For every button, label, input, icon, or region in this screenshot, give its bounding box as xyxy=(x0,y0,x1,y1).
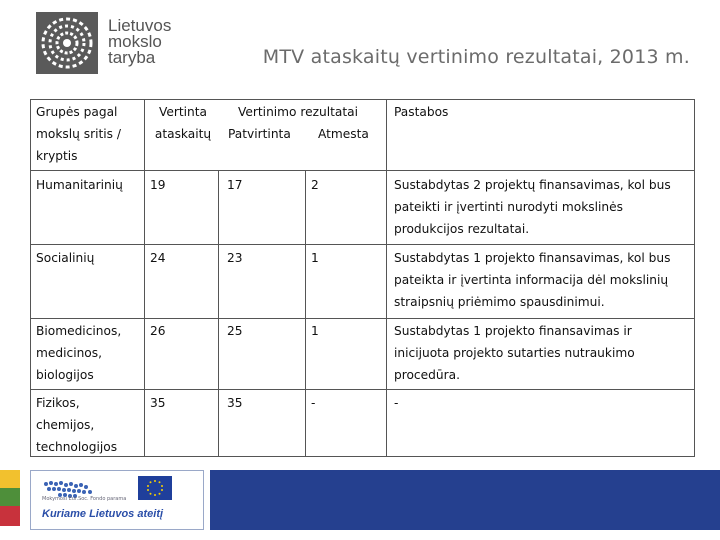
row-group: Fizikos, chemijos, technologijos xyxy=(36,396,118,454)
header-group: Grupės pagal mokslų sritis / kryptis xyxy=(36,105,121,163)
slogan: Kuriame Lietuvos ateitį xyxy=(42,508,164,520)
row-rejected: - xyxy=(311,396,316,410)
row-notes: - xyxy=(394,396,399,410)
row-evaluated: 35 xyxy=(150,396,166,410)
row-approved: 23 xyxy=(227,251,243,265)
row-rejected: 1 xyxy=(311,251,319,265)
footer-strip xyxy=(210,470,720,530)
row-notes: Sustabdytas 2 projektų finansavimas, kol bus pateikti ir įvertinti nurodyti mokslinės produkcijos rezultatai. xyxy=(394,178,671,236)
header-approved: Patvirtinta xyxy=(228,127,291,141)
row-rejected: 2 xyxy=(311,178,319,192)
flag-stripe-red xyxy=(0,506,20,526)
logo-line: taryba xyxy=(108,48,156,67)
row-evaluated: 24 xyxy=(150,251,166,265)
header-rejected: Atmesta xyxy=(318,127,369,141)
funding-caption: Mokymosi Eur.Soc. Fondo parama xyxy=(42,496,127,502)
row-group: Biomedicinos, medicinos, biologijos xyxy=(36,324,122,382)
row-evaluated: 19 xyxy=(150,178,166,192)
flag-stripe-green xyxy=(0,488,20,506)
row-notes: Sustabdytas 1 projekto finansavimas ir inicijuota projekto sutarties nutraukimo procedūra. xyxy=(394,324,635,382)
lmt-logo-icon xyxy=(36,12,98,74)
flag-stripe-yellow xyxy=(0,470,20,488)
row-group: Humanitarinių xyxy=(36,178,123,192)
page-title: MTV ataskaitų vertinimo rezultatai, 2013 m. xyxy=(262,46,690,68)
row-evaluated: 26 xyxy=(150,324,166,338)
row-group: Socialinių xyxy=(36,251,95,265)
row-rejected: 1 xyxy=(311,324,319,338)
row-approved: 17 xyxy=(227,178,243,192)
row-notes: Sustabdytas 1 projekto finansavimas, kol bus pateikta ir įvertinta informacija dėl mokslinių straipsnių priėmimo spausdinimui. xyxy=(394,251,671,309)
row-approved: 25 xyxy=(227,324,243,338)
row-approved: 35 xyxy=(227,396,243,410)
header-results: Vertinimo rezultatai xyxy=(238,105,359,119)
header-evaluated: Vertinta ataskaitų xyxy=(154,105,212,141)
logo-text xyxy=(108,18,171,66)
header-notes: Pastabos xyxy=(394,105,449,119)
results-table xyxy=(30,99,695,457)
eu-flag-icon xyxy=(138,476,172,500)
logo-line: mokslo xyxy=(108,32,162,51)
logo-line: Lietuvos xyxy=(108,16,172,35)
